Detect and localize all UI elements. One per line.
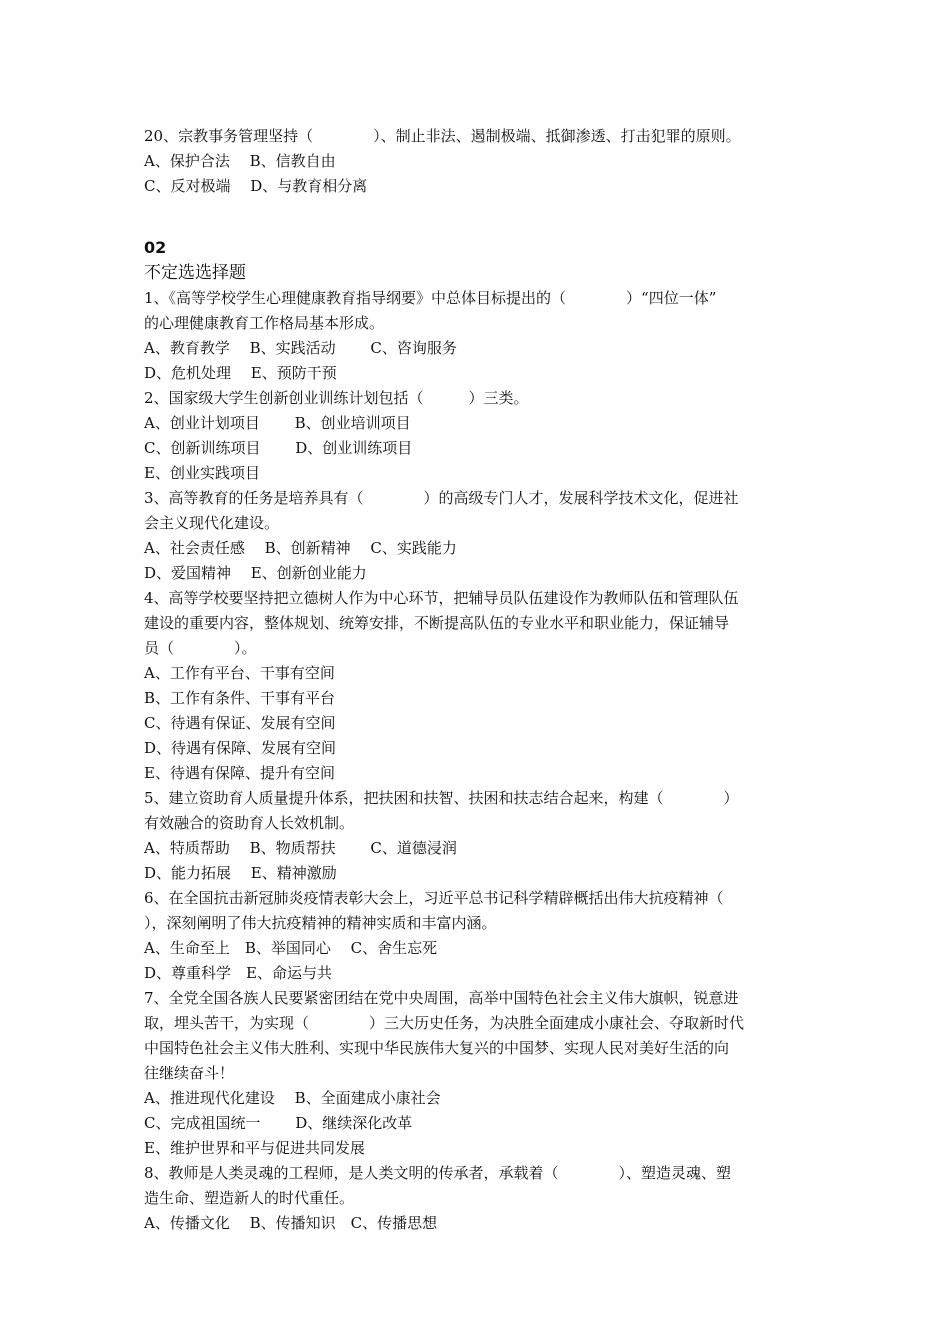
question-options-row: A、社会责任感 B、创新精神 C、实践能力 [144, 539, 457, 557]
section-number: 02 [144, 238, 167, 257]
question-text-line: 5、建立资助育人质量提升体系，把扶困和扶智、扶困和扶志结合起来，构建（ ） [144, 789, 739, 807]
question-text-line: 会主义现代化建设。 [144, 514, 280, 532]
question-options-row: A、创业计划项目 B、创业培训项目 [144, 414, 411, 432]
question-options-row: B、工作有条件、干事有平台 [144, 689, 336, 707]
question-options-row: A、推进现代化建设 B、全面建成小康社会 [144, 1089, 441, 1107]
question-text-line: 6、在全国抗击新冠肺炎疫情表彰大会上，习近平总书记科学精辟概括出伟大抗疫精神（ [144, 889, 724, 907]
question-options-row: C、完成祖国统一 D、继续深化改革 [144, 1114, 413, 1132]
question-text-line: ），深刻阐明了伟大抗疫精神的精神实质和丰富内涵。 [144, 914, 497, 932]
question-text-line: 3、高等教育的任务是培养具有（ ）的高级专门人才，发展科学技术文化，促进社 [144, 489, 739, 507]
question-options-row: A、教育教学 B、实践活动 C、咨询服务 [144, 339, 457, 357]
question-text-line: 有效融合的资助育人长效机制。 [144, 814, 355, 832]
question-options-row: E、创业实践项目 [144, 464, 260, 482]
question-options-row: A、传播文化 B、传播知识 C、传播思想 [144, 1214, 438, 1232]
question-text-line: 员（ ）。 [144, 639, 257, 657]
spacer [144, 199, 814, 236]
question-text-line: 1、《高等学校学生心理健康教育指导纲要》中总体目标提出的（ ）“四位一体” [144, 289, 717, 307]
question-20-options-row-2: C、反对极端 D、与教育相分离 [144, 177, 368, 195]
question-text-line: 的心理健康教育工作格局基本形成。 [144, 314, 385, 332]
question-options-row: A、特质帮助 B、物质帮扶 C、道德浸润 [144, 839, 457, 857]
question-text-line: 建设的重要内容，整体规划、统筹安排，不断提高队伍的专业水平和职业能力，保证辅导 [144, 614, 730, 632]
document-page [144, 124, 814, 1236]
question-options-row: C、待遇有保证、发展有空间 [144, 714, 336, 732]
question-options-row: D、危机处理 E、预防干预 [144, 364, 337, 382]
question-5 [144, 786, 814, 886]
question-2 [144, 386, 814, 486]
question-options-row: D、爱国精神 E、创新创业能力 [144, 564, 367, 582]
question-6 [144, 886, 814, 986]
question-text-line: 中国特色社会主义伟大胜利、实现中华民族伟大复兴的中国梦、实现人民对美好生活的向 [144, 1039, 730, 1057]
question-options-row: E、待遇有保障、提升有空间 [144, 764, 335, 782]
question-20-options-row-1: A、保护合法 B、信教自由 [144, 152, 336, 170]
question-7 [144, 986, 814, 1161]
question-options-row: D、待遇有保障、发展有空间 [144, 739, 337, 757]
question-options-row: A、生命至上 B、举国同心 C、舍生忘死 [144, 939, 438, 957]
question-text-line: 造生命、塑造新人的时代重任。 [144, 1189, 355, 1207]
question-list [144, 286, 814, 1236]
question-1 [144, 286, 814, 386]
question-4 [144, 586, 814, 786]
question-text-line: 4、高等学校要坚持把立德树人作为中心环节，把辅导员队伍建设作为教师队伍和管理队伍 [144, 589, 739, 607]
question-options-row: A、工作有平台、干事有空间 [144, 664, 335, 682]
question-options-row: D、尊重科学 E、命运与共 [144, 964, 332, 982]
question-text-line: 2、国家级大学生创新创业训练计划包括（ ）三类。 [144, 389, 529, 407]
question-text-line: 取，埋头苦干，为实现（ ）三大历史任务，为决胜全面建成小康社会、夺取新时代 [144, 1014, 745, 1032]
section-title: 不定选选择题 [144, 263, 246, 283]
question-text-line: 往继续奋斗！ [144, 1064, 235, 1082]
question-8 [144, 1161, 814, 1236]
question-options-row: C、创新训练项目 D、创业训练项目 [144, 439, 413, 457]
question-text-line: 8、教师是人类灵魂的工程师，是人类文明的传承者，承载着（ ）、塑造灵魂、塑 [144, 1164, 732, 1182]
question-text-line: 7、全党全国各族人民要紧密团结在党中央周围，高举中国特色社会主义伟大旗帜，锐意进 [144, 989, 739, 1007]
question-3 [144, 486, 814, 586]
question-options-row: D、能力拓展 E、精神激励 [144, 864, 337, 882]
question-20-text: 20、宗教事务管理坚持（ ）、制止非法、遏制极端、抵御渗透、打击犯罪的原则。 [144, 127, 741, 145]
question-options-row: E、维护世界和平与促进共同发展 [144, 1139, 365, 1157]
